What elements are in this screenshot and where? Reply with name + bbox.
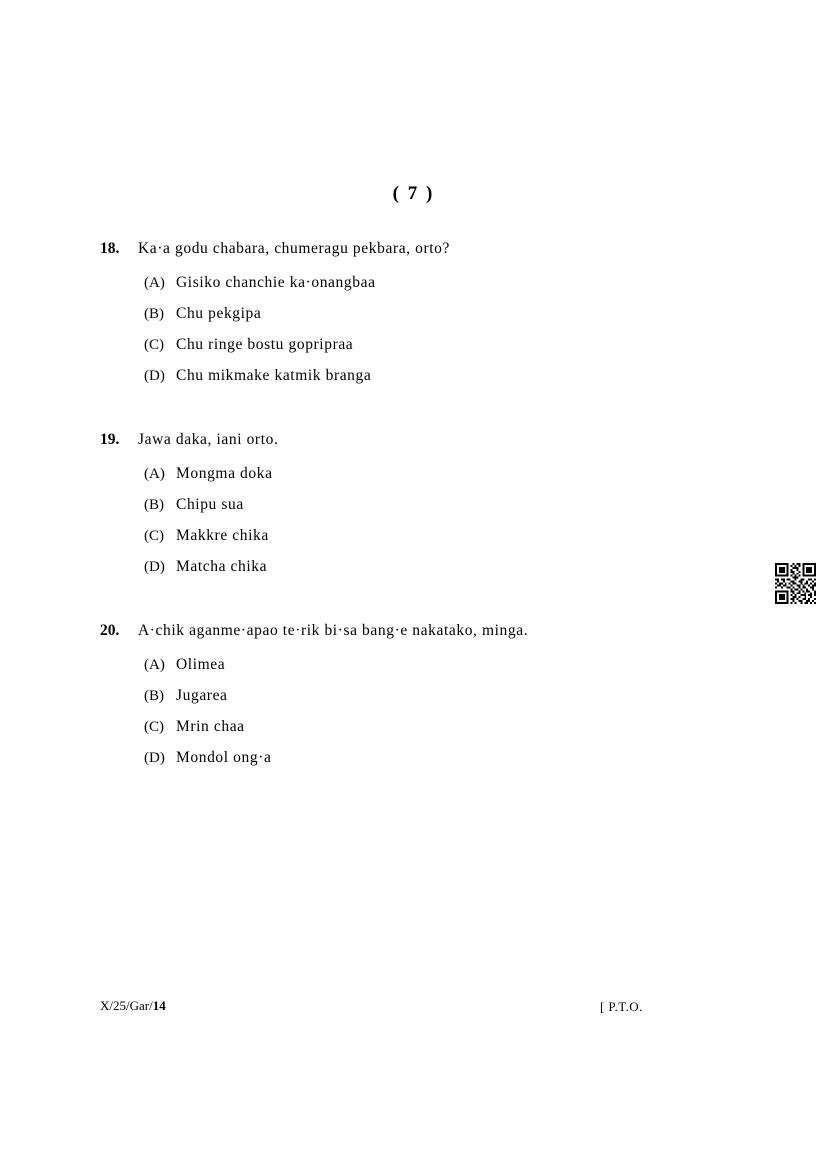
option-text: Chu pekgipa <box>176 305 262 322</box>
page-number: ( 7 ) <box>392 183 435 204</box>
option-item[interactable] <box>144 558 730 576</box>
option-text: Mondol ong·a <box>176 749 272 766</box>
option-text: Jugarea <box>176 687 228 704</box>
question-line <box>100 431 730 449</box>
option-label: (D) <box>144 368 165 384</box>
option-label: (A) <box>144 275 165 291</box>
option-text: Mrin chaa <box>176 718 245 735</box>
footer-paper-code-number: 14 <box>152 998 166 1013</box>
questions-container <box>100 240 730 813</box>
option-item[interactable] <box>144 687 730 705</box>
option-label: (B) <box>144 497 164 513</box>
option-label: (D) <box>144 559 165 575</box>
question-text: Jawa daka, iani orto. <box>138 431 279 448</box>
footer-paper-code-text: X/25/Gar/ <box>100 998 153 1013</box>
option-text: Chipu sua <box>176 496 244 513</box>
option-label: (A) <box>144 657 165 673</box>
question-block <box>100 240 730 385</box>
qr-code-icon <box>775 563 816 604</box>
option-item[interactable] <box>144 656 730 674</box>
option-label: (B) <box>144 306 164 322</box>
options-list <box>144 465 730 576</box>
question-text: Ka·a godu chabara, chumeragu pekbara, orto? <box>138 240 450 257</box>
option-text: Mongma doka <box>176 465 273 482</box>
question-line <box>100 622 730 640</box>
option-text: Olimea <box>176 656 226 673</box>
question-number: 18. <box>100 240 120 257</box>
question-number: 19. <box>100 431 120 448</box>
option-text: Gisiko chanchie ka·onangbaa <box>176 274 376 291</box>
option-item[interactable] <box>144 496 730 514</box>
question-block <box>100 622 730 767</box>
question-number: 20. <box>100 622 120 639</box>
option-item[interactable] <box>144 718 730 736</box>
option-text: Matcha chika <box>176 558 268 575</box>
option-text: Chu ringe bostu gopripraa <box>176 336 354 353</box>
footer-pto: [ P.T.O. <box>600 999 643 1014</box>
option-item[interactable] <box>144 367 730 385</box>
options-list <box>144 274 730 385</box>
question-text: A·chik aganme·apao te·rik bi·sa bang·e nakatako, minga. <box>138 622 529 639</box>
option-label: (C) <box>144 337 164 353</box>
option-item[interactable] <box>144 274 730 292</box>
option-item[interactable] <box>144 749 730 767</box>
question-line <box>100 240 730 258</box>
option-item[interactable] <box>144 336 730 354</box>
footer-paper-code <box>100 998 166 1014</box>
option-item[interactable] <box>144 527 730 545</box>
question-block <box>100 431 730 576</box>
option-label: (A) <box>144 466 165 482</box>
option-label: (C) <box>144 528 164 544</box>
option-label: (B) <box>144 688 164 704</box>
option-label: (D) <box>144 750 165 766</box>
option-text: Chu mikmake katmik branga <box>176 367 372 384</box>
option-text: Makkre chika <box>176 527 269 544</box>
option-item[interactable] <box>144 465 730 483</box>
options-list <box>144 656 730 767</box>
option-item[interactable] <box>144 305 730 323</box>
option-label: (C) <box>144 719 164 735</box>
